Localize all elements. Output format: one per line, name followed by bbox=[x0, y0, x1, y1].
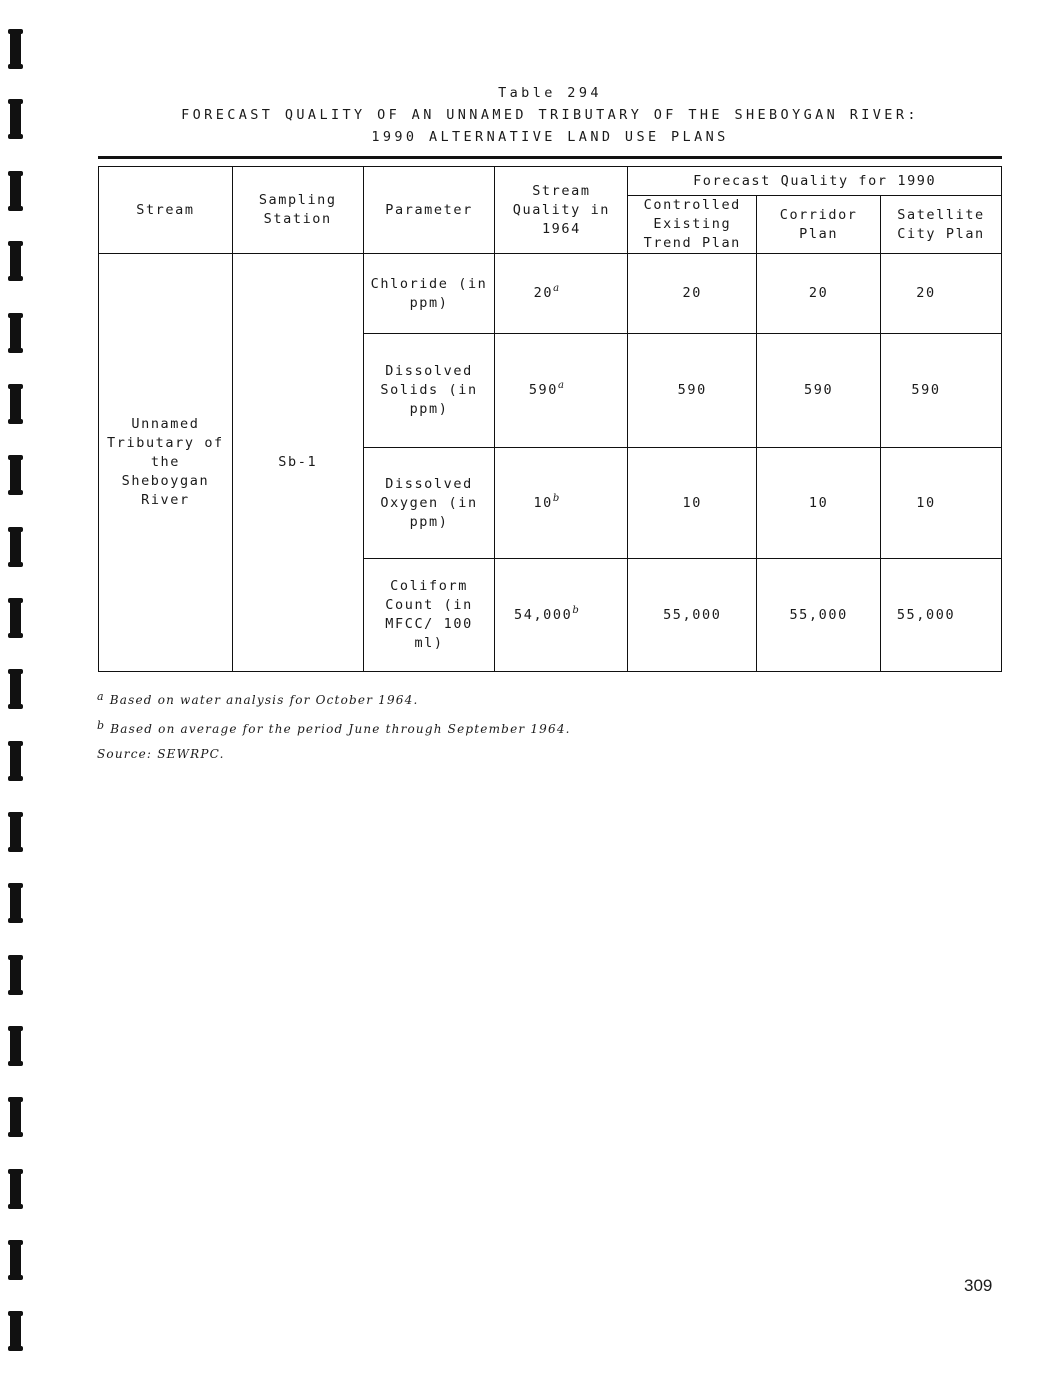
controlled-plan-cell: 55,000 bbox=[628, 559, 757, 672]
corridor-plan-cell: 20 bbox=[757, 254, 881, 334]
binder-hole bbox=[10, 742, 21, 780]
binder-hole bbox=[10, 100, 21, 138]
table-title-line-1: FORECAST QUALITY OF AN UNNAMED TRIBUTARY OF THE SHEBOYGAN RIVER: bbox=[181, 107, 919, 123]
binder-hole bbox=[10, 813, 21, 851]
header-parameter: Parameter bbox=[363, 167, 495, 254]
page-number: 309 bbox=[964, 1276, 993, 1295]
binder-hole bbox=[10, 1098, 21, 1136]
binder-hole bbox=[10, 670, 21, 708]
corridor-plan-cell: 55,000 bbox=[757, 559, 881, 672]
footnotes bbox=[97, 684, 571, 767]
binder-hole bbox=[10, 172, 21, 210]
header-forecast-quality-1990: Forecast Quality for 1990 bbox=[628, 167, 1002, 196]
footnote-b: b Based on average for the period June through September 1964. bbox=[97, 719, 571, 736]
table-row bbox=[99, 254, 1002, 334]
parameter-cell: Chloride (in ppm) bbox=[363, 254, 495, 334]
stream-name-cell: Unnamed Tributary of the Sheboygan River bbox=[99, 254, 233, 672]
header-sampling-station: Sampling Station bbox=[232, 167, 363, 254]
binder-hole bbox=[10, 599, 21, 637]
controlled-plan-cell: 590 bbox=[628, 334, 757, 448]
binder-hole bbox=[10, 1312, 21, 1350]
parameter-cell: Coliform Count (in MFCC/ 100 ml) bbox=[363, 559, 495, 672]
parameter-cell: Dissolved Oxygen (in ppm) bbox=[363, 448, 495, 559]
binder-hole bbox=[10, 456, 21, 494]
controlled-plan-cell: 20 bbox=[628, 254, 757, 334]
header-stream-quality-1964: Stream Quality in 1964 bbox=[495, 167, 628, 254]
header-stream: Stream bbox=[99, 167, 233, 254]
satellite-plan-cell: 55,000 bbox=[881, 559, 1002, 672]
binder-hole bbox=[10, 242, 21, 280]
header-controlled-existing-trend-plan: Controlled Existing Trend Plan bbox=[628, 196, 757, 254]
quality-1964-cell: 54,000$^b$ bbox=[495, 559, 628, 672]
satellite-plan-cell: 10 bbox=[881, 448, 1002, 559]
satellite-plan-cell: 590 bbox=[881, 334, 1002, 448]
header-corridor-plan: Corridor Plan bbox=[757, 196, 881, 254]
quality-1964-cell: 20$^a$ bbox=[495, 254, 628, 334]
footnote-a: a Based on water analysis for October 1964. bbox=[97, 690, 419, 707]
binder-hole bbox=[10, 1027, 21, 1065]
binder-hole bbox=[10, 884, 21, 922]
table-title bbox=[100, 104, 1000, 148]
sampling-station-cell: Sb-1 bbox=[232, 254, 363, 672]
forecast-quality-table bbox=[98, 166, 1002, 672]
header-satellite-city-plan: Satellite City Plan bbox=[881, 196, 1002, 254]
quality-1964-cell: 590$^a$ bbox=[495, 334, 628, 448]
parameter-cell: Dissolved Solids (in ppm) bbox=[363, 334, 495, 448]
binder-hole bbox=[10, 385, 21, 423]
corridor-plan-cell: 590 bbox=[757, 334, 881, 448]
controlled-plan-cell: 10 bbox=[628, 448, 757, 559]
binder-hole bbox=[10, 1241, 21, 1279]
table-title-line-2: 1990 ALTERNATIVE LAND USE PLANS bbox=[371, 129, 729, 145]
satellite-plan-cell: 20 bbox=[881, 254, 1002, 334]
binder-holes bbox=[10, 0, 24, 1379]
corridor-plan-cell: 10 bbox=[757, 448, 881, 559]
binder-hole bbox=[10, 30, 21, 68]
table-number: Table 294 bbox=[498, 85, 602, 101]
quality-1964-cell: 10$^b$ bbox=[495, 448, 628, 559]
heading-rule bbox=[98, 156, 1002, 159]
binder-hole bbox=[10, 314, 21, 352]
source-note: Source: SEWRPC. bbox=[97, 747, 225, 761]
binder-hole bbox=[10, 528, 21, 566]
binder-hole bbox=[10, 1170, 21, 1208]
binder-hole bbox=[10, 956, 21, 994]
